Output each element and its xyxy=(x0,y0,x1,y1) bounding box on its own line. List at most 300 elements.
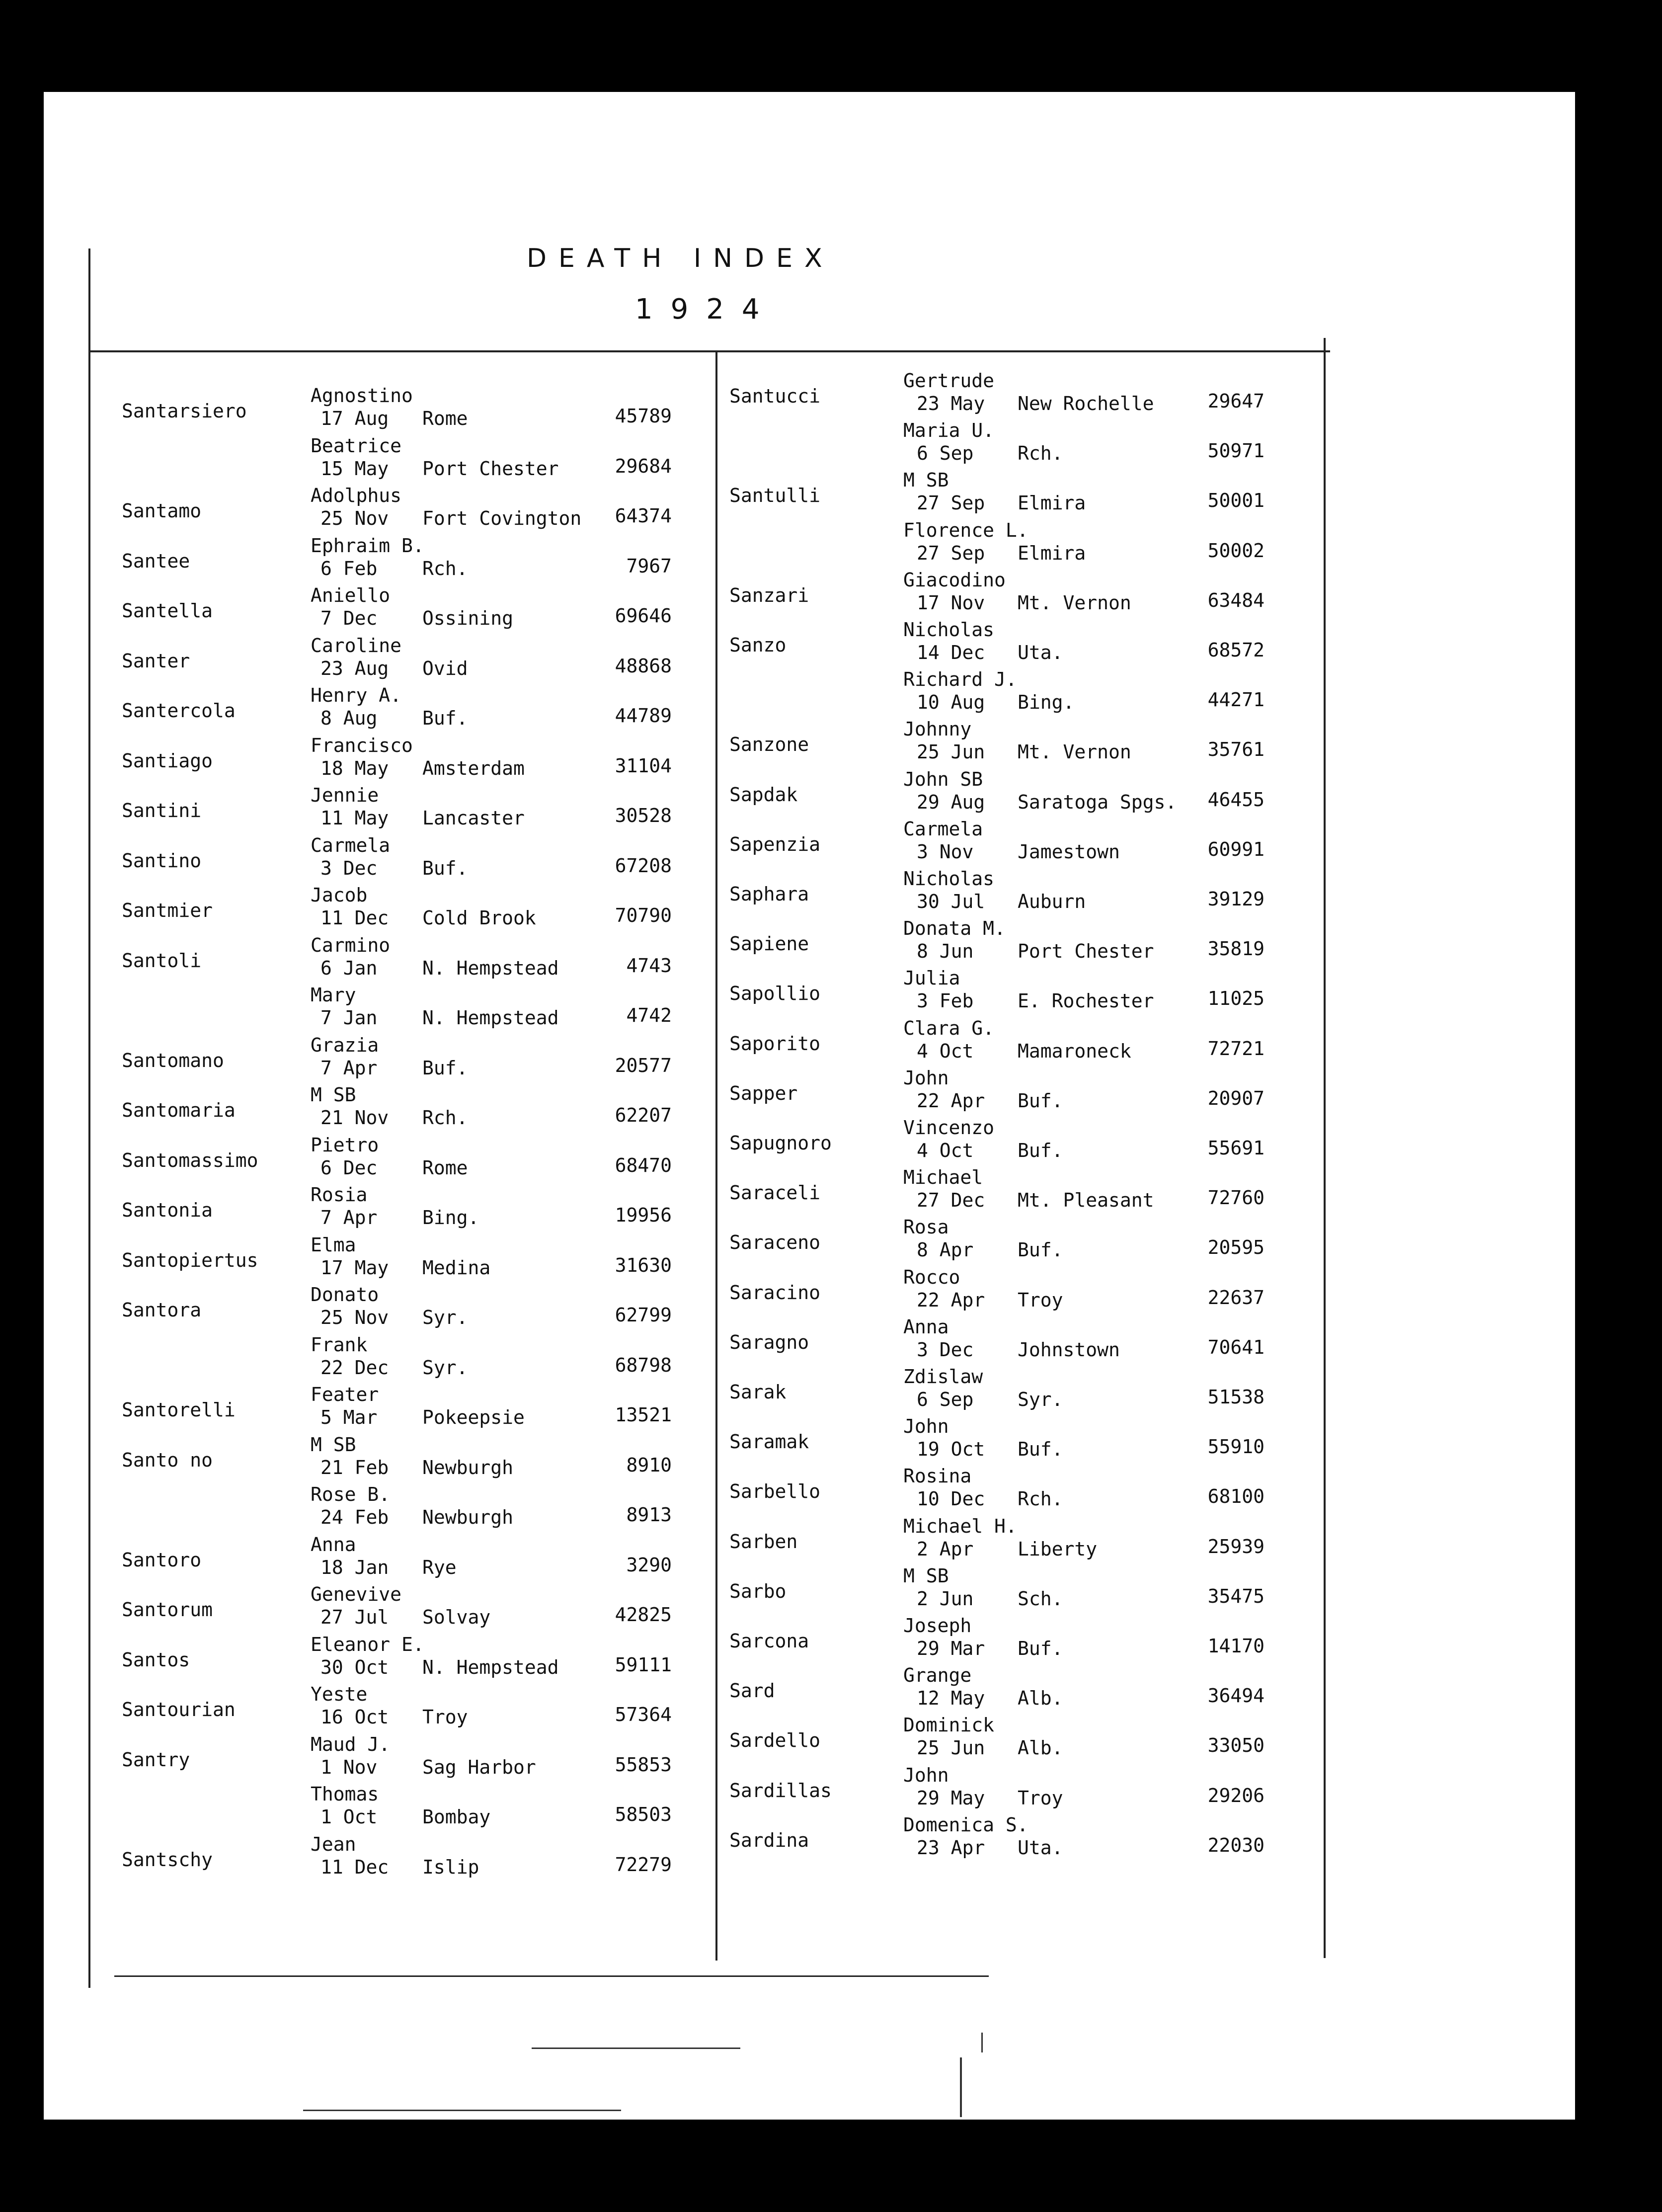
entry-number: 20907 xyxy=(1207,1087,1265,1109)
entry-place: Liberty xyxy=(1018,1538,1098,1560)
entry-surname: Sapdak xyxy=(729,783,798,806)
entry-number: 29684 xyxy=(615,455,672,477)
entry-given-name: Frank xyxy=(311,1333,368,1356)
entry-place: Buf. xyxy=(422,857,468,879)
entry-given-name: Jennie xyxy=(311,784,379,806)
entry-date: 7 Dec xyxy=(320,607,378,629)
entry-number: 63484 xyxy=(1207,589,1265,611)
entry-given-name: Ephraim B. xyxy=(311,534,424,557)
entry-given-name: Nicholas xyxy=(903,868,995,890)
entry-given-name: Beatrice xyxy=(311,434,402,457)
entry-place: N. Hempstead xyxy=(422,1007,559,1029)
entry-given-name: Agnostino xyxy=(311,385,413,407)
entry-number: 13521 xyxy=(615,1404,672,1426)
entry-surname: Santomassimo xyxy=(122,1149,258,1171)
entry-given-name: Rocco xyxy=(903,1266,960,1288)
entry-given-name: Julia xyxy=(903,967,960,989)
entry-date: 25 Nov xyxy=(320,1307,389,1328)
entry-given-name: M SB xyxy=(311,1433,356,1456)
entry-surname: Santulli xyxy=(729,485,821,507)
entry-given-name: Jacob xyxy=(311,884,368,906)
entry-given-name: Rosina xyxy=(903,1465,972,1487)
entry-surname: Sanzo xyxy=(729,634,787,656)
entry-date: 3 Dec xyxy=(917,1338,974,1361)
entry-number: 60991 xyxy=(1207,838,1265,860)
entry-date: 27 Sep xyxy=(917,492,985,514)
entry-given-name: Zdislaw xyxy=(903,1366,983,1388)
entry-number: 39129 xyxy=(1207,888,1265,910)
entry-place: Bing. xyxy=(1018,691,1075,714)
entry-number: 46455 xyxy=(1207,788,1265,811)
entry-number: 44789 xyxy=(615,705,672,727)
entry-given-name: John SB xyxy=(903,768,983,790)
entry-place: Port Chester xyxy=(422,457,559,480)
entry-date: 17 Aug xyxy=(320,408,389,429)
entry-date: 24 Feb xyxy=(320,1506,389,1528)
entry-surname: Santino xyxy=(122,849,202,872)
entry-place: Elmira xyxy=(1018,492,1086,514)
entry-surname: Sapper xyxy=(729,1082,798,1104)
entry-given-name: Francisco xyxy=(311,734,413,756)
entry-date: 6 Jan xyxy=(320,957,378,979)
entry-given-name: Michael H. xyxy=(903,1515,1017,1537)
entry-place: Uta. xyxy=(1018,642,1063,663)
entry-date: 25 Jun xyxy=(917,741,985,763)
entry-surname: Santoro xyxy=(122,1549,202,1571)
entry-place: Islip xyxy=(422,1856,479,1878)
entry-number: 31630 xyxy=(615,1254,672,1276)
entry-number: 50001 xyxy=(1207,490,1265,512)
entry-number: 57364 xyxy=(615,1704,672,1725)
entry-date: 30 Jul xyxy=(917,891,985,912)
entry-date: 23 Aug xyxy=(320,657,389,679)
entry-date: 2 Jun xyxy=(917,1587,974,1610)
entry-given-name: Yeste xyxy=(311,1683,368,1705)
entry-number: 45789 xyxy=(615,405,672,427)
entry-surname: Saramak xyxy=(729,1431,809,1453)
entry-given-name: Jean xyxy=(311,1833,356,1855)
entry-number: 72721 xyxy=(1207,1037,1265,1060)
entry-given-name: Richard J. xyxy=(903,668,1017,691)
entry-date: 7 Jan xyxy=(320,1007,378,1029)
entry-number: 70790 xyxy=(615,904,672,926)
entry-number: 55853 xyxy=(615,1753,672,1776)
entry-number: 44271 xyxy=(1207,689,1265,711)
entry-surname: Sapenzia xyxy=(729,833,821,855)
entry-surname: Santorelli xyxy=(122,1399,236,1421)
entry-place: Buf. xyxy=(1018,1140,1063,1161)
entry-given-name: Maud J. xyxy=(311,1733,391,1755)
entry-number: 3290 xyxy=(626,1554,672,1576)
entry-given-name: Grange xyxy=(903,1664,972,1687)
entry-place: Sch. xyxy=(1018,1587,1063,1610)
entry-place: Medina xyxy=(422,1256,491,1279)
entry-given-name: Donato xyxy=(311,1284,379,1306)
entry-given-name: Rosia xyxy=(311,1184,368,1206)
entry-place: Saratoga Spgs. xyxy=(1018,791,1177,813)
entry-number: 22637 xyxy=(1207,1286,1265,1309)
entry-surname: Santopiertus xyxy=(122,1249,258,1271)
entry-date: 7 Apr xyxy=(320,1207,378,1229)
entry-given-name: Vincenzo xyxy=(903,1117,995,1139)
entry-date: 27 Jul xyxy=(320,1606,389,1628)
entry-given-name: Clara G. xyxy=(903,1017,995,1039)
entry-surname: Sardillas xyxy=(729,1779,832,1802)
entry-date: 18 May xyxy=(320,757,389,779)
page-year: 1924 xyxy=(635,293,778,326)
entry-number: 62799 xyxy=(615,1304,672,1326)
entry-place: Troy xyxy=(1018,1289,1063,1311)
entry-place: Elmira xyxy=(1018,542,1086,564)
entry-given-name: Dominick xyxy=(903,1714,995,1736)
entry-number: 55691 xyxy=(1207,1137,1265,1159)
entry-surname: Santer xyxy=(122,650,190,672)
entry-date: 23 May xyxy=(917,393,985,414)
entry-place: Buf. xyxy=(1018,1438,1063,1461)
entry-number: 36494 xyxy=(1207,1685,1265,1707)
entry-given-name: Donata M. xyxy=(903,917,1006,940)
entry-surname: Santo no xyxy=(122,1449,213,1471)
entry-surname: Sarbo xyxy=(729,1580,787,1602)
entry-number: 50971 xyxy=(1207,440,1265,462)
entry-number: 8913 xyxy=(626,1504,672,1526)
entry-surname: Santee xyxy=(122,550,190,572)
entry-surname: Sarbello xyxy=(729,1480,821,1503)
entry-date: 2 Apr xyxy=(917,1538,974,1560)
entry-surname: Santry xyxy=(122,1748,190,1771)
entry-surname: Sardello xyxy=(729,1729,821,1752)
entry-surname: Santschy xyxy=(122,1848,213,1871)
entry-surname: Sanzari xyxy=(729,584,809,606)
entry-place: Buf. xyxy=(1018,1239,1063,1261)
entry-place: Buf. xyxy=(422,707,468,729)
entry-number: 59111 xyxy=(615,1653,672,1676)
entry-surname: Sarben xyxy=(729,1530,798,1553)
entry-number: 68100 xyxy=(1207,1485,1265,1508)
entry-number: 4743 xyxy=(626,954,672,977)
entry-surname: Saporito xyxy=(729,1032,821,1055)
entry-number: 72760 xyxy=(1207,1187,1265,1209)
entry-number: 69646 xyxy=(615,605,672,627)
left-border-line xyxy=(88,248,90,1988)
entry-given-name: Domenica S. xyxy=(903,1813,1029,1836)
entry-place: Troy xyxy=(422,1706,468,1728)
entry-date: 8 Jun xyxy=(917,940,974,963)
entry-place: Rye xyxy=(422,1556,457,1578)
entry-date: 6 Dec xyxy=(320,1156,378,1179)
entry-surname: Santonia xyxy=(122,1199,213,1221)
entry-number: 68470 xyxy=(615,1154,672,1176)
entry-surname: Santmier xyxy=(122,900,213,921)
entry-place: Bombay xyxy=(422,1806,491,1828)
entry-number: 7967 xyxy=(626,555,672,577)
scan-mark xyxy=(532,2048,740,2049)
entry-date: 3 Dec xyxy=(320,857,378,879)
entry-place: Ossining xyxy=(422,607,514,629)
entry-place: Johnstown xyxy=(1018,1338,1120,1361)
entry-date: 25 Jun xyxy=(917,1737,985,1759)
entry-place: Mt. Vernon xyxy=(1018,591,1131,614)
entry-date: 6 Sep xyxy=(917,1389,974,1410)
entry-surname: Saragno xyxy=(729,1331,809,1353)
entry-given-name: John xyxy=(903,1764,949,1786)
entry-date: 6 Sep xyxy=(917,442,974,465)
entry-date: 16 Oct xyxy=(320,1706,389,1728)
scan-mark xyxy=(303,2110,621,2111)
entry-number: 50002 xyxy=(1207,539,1265,562)
entry-date: 21 Feb xyxy=(320,1456,389,1478)
entry-given-name: Grazia xyxy=(311,1034,379,1056)
entry-given-name: Pietro xyxy=(311,1134,379,1156)
entry-date: 21 Nov xyxy=(320,1107,389,1129)
entry-date: 11 Dec xyxy=(320,907,389,929)
header-rule xyxy=(90,350,1330,352)
entry-date: 3 Nov xyxy=(917,840,974,863)
entry-surname: Saracino xyxy=(729,1281,821,1304)
entry-place: Rch. xyxy=(422,1107,468,1129)
entry-number: 64374 xyxy=(615,505,672,527)
entry-place: N. Hempstead xyxy=(422,1656,559,1678)
entry-place: Syr. xyxy=(422,1356,468,1379)
entry-date: 11 Dec xyxy=(320,1856,389,1878)
entry-place: New Rochelle xyxy=(1018,393,1154,414)
entry-number: 20595 xyxy=(1207,1236,1265,1259)
entry-surname: Saraceno xyxy=(729,1231,821,1254)
entry-date: 11 May xyxy=(320,807,389,829)
entry-date: 1 Oct xyxy=(320,1806,378,1828)
entry-date: 23 Apr xyxy=(917,1836,985,1859)
entry-given-name: Genevive xyxy=(311,1583,402,1605)
entry-date: 10 Aug xyxy=(917,691,985,714)
entry-given-name: Adolphus xyxy=(311,485,402,506)
bottom-rule xyxy=(114,1975,989,1977)
entry-surname: Santella xyxy=(122,600,213,622)
entry-given-name: Anna xyxy=(311,1533,356,1556)
entry-number: 29647 xyxy=(1207,390,1265,412)
entry-place: Uta. xyxy=(1018,1836,1063,1859)
entry-given-name: Caroline xyxy=(311,634,402,656)
entry-place: N. Hempstead xyxy=(422,957,559,979)
entry-place: Ovid xyxy=(422,657,468,679)
entry-number: 42825 xyxy=(615,1604,672,1626)
entry-place: Mt. Pleasant xyxy=(1018,1189,1154,1212)
entry-number: 51538 xyxy=(1207,1386,1265,1408)
entry-date: 4 Oct xyxy=(917,1140,974,1161)
entry-place: Newburgh xyxy=(422,1506,514,1528)
entry-given-name: M SB xyxy=(903,1564,949,1587)
entry-number: 48868 xyxy=(615,655,672,677)
entry-surname: Saraceli xyxy=(729,1182,821,1204)
entry-surname: Sapugnoro xyxy=(729,1132,832,1154)
entry-given-name: Nicholas xyxy=(903,619,995,641)
entry-date: 10 Dec xyxy=(917,1488,985,1510)
entry-place: Rome xyxy=(422,1156,468,1179)
entry-given-name: Maria U. xyxy=(903,419,995,442)
entry-date: 22 Apr xyxy=(917,1289,985,1311)
page-title: DEATH INDEX xyxy=(527,244,834,273)
entry-surname: Sarcona xyxy=(729,1630,809,1652)
entry-number: 22030 xyxy=(1207,1834,1265,1856)
entry-date: 5 Mar xyxy=(320,1406,378,1428)
entry-surname: Santomaria xyxy=(122,1099,236,1121)
entry-given-name: Joseph xyxy=(903,1615,972,1637)
entry-given-name: Feater xyxy=(311,1384,379,1405)
entry-date: 29 Mar xyxy=(917,1638,985,1659)
entry-place: Buf. xyxy=(1018,1089,1063,1112)
entry-surname: Santarsiero xyxy=(122,400,247,422)
entry-place: Amsterdam xyxy=(422,757,525,779)
entry-date: 8 Apr xyxy=(917,1239,974,1261)
entry-surname: Santos xyxy=(122,1648,190,1671)
entry-date: 22 Apr xyxy=(917,1089,985,1112)
entry-surname: Sardina xyxy=(729,1829,809,1851)
entry-surname: Sapiene xyxy=(729,933,809,955)
entry-number: 58503 xyxy=(615,1803,672,1825)
entry-date: 27 Dec xyxy=(917,1189,985,1212)
entry-given-name: Aniello xyxy=(311,584,391,606)
entry-given-name: Rosa xyxy=(903,1216,949,1238)
entry-place: Rch. xyxy=(422,557,468,579)
entry-number: 35475 xyxy=(1207,1585,1265,1607)
entry-surname: Santomano xyxy=(122,1049,224,1071)
entry-date: 14 Dec xyxy=(917,642,985,663)
entry-number: 19956 xyxy=(615,1204,672,1226)
entry-date: 15 May xyxy=(320,457,389,480)
entry-number: 4742 xyxy=(626,1004,672,1026)
entry-place: Syr. xyxy=(1018,1389,1063,1410)
entry-surname: Santamo xyxy=(122,500,202,522)
entry-number: 35819 xyxy=(1207,938,1265,960)
entry-surname: Santini xyxy=(122,800,202,821)
entry-number: 25939 xyxy=(1207,1535,1265,1557)
entry-date: 17 Nov xyxy=(917,591,985,614)
entry-date: 12 May xyxy=(917,1687,985,1710)
entry-date: 27 Sep xyxy=(917,542,985,564)
entry-number: 11025 xyxy=(1207,987,1265,1010)
entry-place: Bing. xyxy=(422,1207,479,1229)
entry-date: 25 Nov xyxy=(320,507,389,529)
entry-place: E. Rochester xyxy=(1018,990,1154,1012)
entry-date: 7 Apr xyxy=(320,1057,378,1079)
entry-place: Solvay xyxy=(422,1606,491,1628)
entry-surname: Sapollio xyxy=(729,983,821,1005)
entry-given-name: Thomas xyxy=(311,1783,379,1805)
entry-surname: Santora xyxy=(122,1299,202,1321)
entry-number: 14170 xyxy=(1207,1635,1265,1657)
entry-place: Pokeepsie xyxy=(422,1406,525,1428)
entry-given-name: Carmino xyxy=(311,934,391,956)
entry-given-name: Johnny xyxy=(903,718,972,740)
entry-place: Alb. xyxy=(1018,1737,1063,1759)
entry-surname: Saphara xyxy=(729,883,809,905)
entry-place: Troy xyxy=(1018,1787,1063,1809)
entry-given-name: Elma xyxy=(311,1233,356,1256)
entry-surname: Sanzone xyxy=(729,734,809,756)
entry-given-name: Henry A. xyxy=(311,684,402,706)
entry-place: Fort Covington xyxy=(422,507,582,529)
entry-date: 22 Dec xyxy=(320,1356,389,1379)
entry-place: Port Chester xyxy=(1018,940,1154,963)
entry-date: 30 Oct xyxy=(320,1656,389,1678)
entry-date: 1 Nov xyxy=(320,1756,378,1778)
entry-number: 70641 xyxy=(1207,1336,1265,1358)
entry-given-name: John xyxy=(903,1066,949,1089)
right-border-line xyxy=(1324,338,1326,1958)
entry-place: Cold Brook xyxy=(422,907,536,929)
entry-given-name: M SB xyxy=(903,469,949,492)
scan-mark xyxy=(960,2057,962,2117)
entry-date: 29 May xyxy=(917,1787,985,1809)
entry-surname: Santiago xyxy=(122,749,213,772)
entry-place: Rome xyxy=(422,408,468,429)
entry-place: Sag Harbor xyxy=(422,1756,536,1778)
entry-given-name: Gertrude xyxy=(903,370,995,392)
entry-given-name: Michael xyxy=(903,1166,983,1189)
entry-surname: Sarak xyxy=(729,1381,787,1403)
entry-given-name: M SB xyxy=(311,1084,356,1106)
entry-surname: Santoli xyxy=(122,949,202,972)
entry-number: 31104 xyxy=(615,754,672,777)
entry-number: 72279 xyxy=(615,1853,672,1876)
entry-date: 17 May xyxy=(320,1256,389,1279)
entry-given-name: Anna xyxy=(903,1315,949,1338)
entry-place: Buf. xyxy=(1018,1638,1063,1659)
entry-given-name: Rose B. xyxy=(311,1483,391,1505)
entry-number: 29206 xyxy=(1207,1784,1265,1806)
entry-number: 68572 xyxy=(1207,639,1265,661)
entry-given-name: Mary xyxy=(311,984,356,1006)
entry-place: Newburgh xyxy=(422,1456,514,1478)
entry-place: Mt. Vernon xyxy=(1018,741,1131,763)
entry-place: Syr. xyxy=(422,1307,468,1328)
entry-given-name: Carmela xyxy=(903,818,983,840)
entry-date: 29 Aug xyxy=(917,791,985,813)
entry-place: Lancaster xyxy=(422,807,525,829)
entry-number: 33050 xyxy=(1207,1734,1265,1757)
entry-place: Auburn xyxy=(1018,891,1086,912)
entry-place: Mamaroneck xyxy=(1018,1040,1131,1062)
entry-date: 6 Feb xyxy=(320,557,378,579)
entry-given-name: Carmela xyxy=(311,834,391,856)
entry-given-name: Eleanor E. xyxy=(311,1633,424,1655)
entry-surname: Santourian xyxy=(122,1699,236,1720)
entry-given-name: John xyxy=(903,1415,949,1438)
entry-date: 8 Aug xyxy=(320,707,378,729)
entry-place: Buf. xyxy=(422,1057,468,1079)
entry-surname: Sard xyxy=(729,1680,775,1702)
scan-mark xyxy=(981,2033,983,2052)
entry-number: 68798 xyxy=(615,1354,672,1376)
entry-given-name: Giacodino xyxy=(903,569,1006,591)
entry-number: 30528 xyxy=(615,805,672,826)
entry-place: Rch. xyxy=(1018,442,1063,465)
entry-surname: Santercola xyxy=(122,700,236,722)
entry-number: 55910 xyxy=(1207,1436,1265,1458)
entry-place: Alb. xyxy=(1018,1687,1063,1710)
entry-number: 67208 xyxy=(615,854,672,877)
entry-date: 4 Oct xyxy=(917,1040,974,1062)
entry-number: 62207 xyxy=(615,1104,672,1126)
entry-surname: Santucci xyxy=(729,385,821,407)
entry-number: 35761 xyxy=(1207,738,1265,761)
entry-surname: Santorum xyxy=(122,1599,213,1621)
entry-number: 8910 xyxy=(626,1454,672,1476)
column-divider xyxy=(715,350,717,1961)
entry-date: 19 Oct xyxy=(917,1438,985,1461)
entry-date: 18 Jan xyxy=(320,1556,389,1578)
entry-place: Jamestown xyxy=(1018,840,1120,863)
entry-given-name: Florence L. xyxy=(903,519,1029,541)
